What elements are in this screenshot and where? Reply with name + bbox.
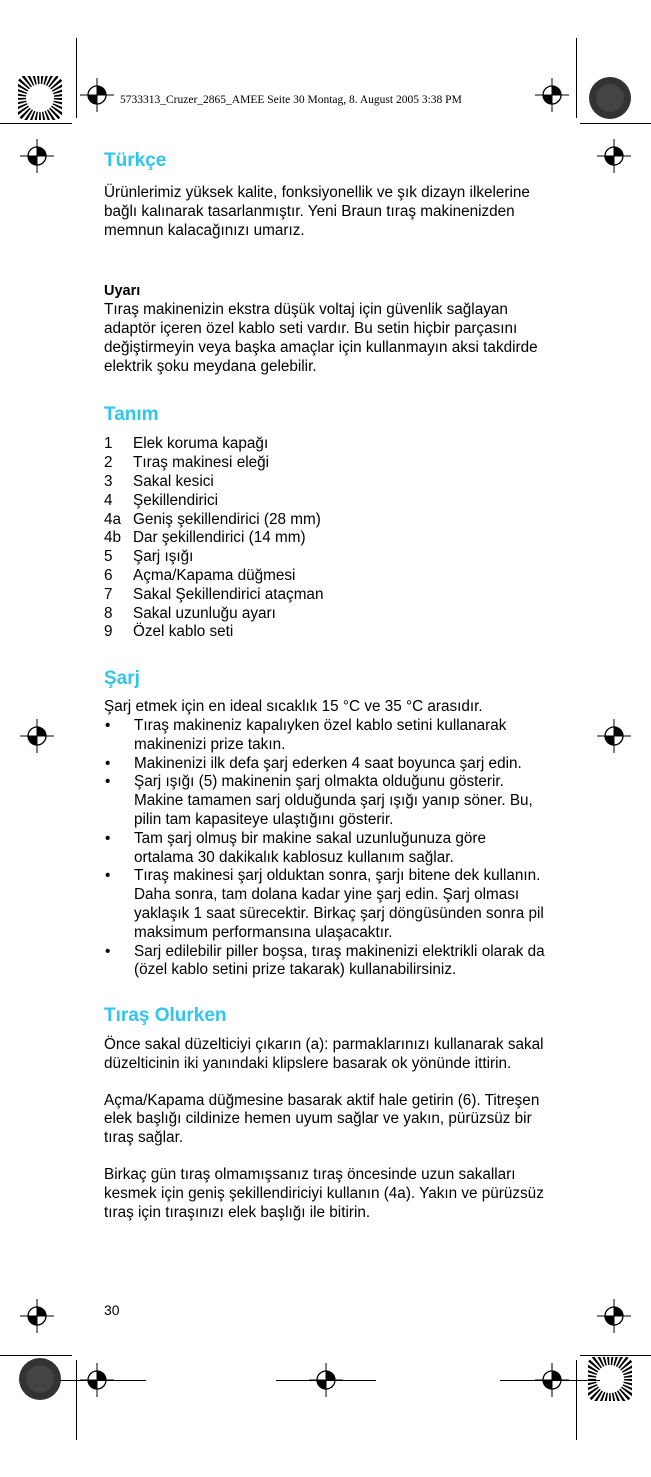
page-number: 30: [104, 1302, 120, 1318]
print-slug: 5733313_Cruzer_2865_AMEE Seite 30 Montag, 8. August 2005 3:38 PM: [120, 94, 462, 106]
list-item: 6 Açma/Kapama düğmesi: [104, 566, 296, 584]
trim-line: [0, 1355, 72, 1356]
section-title-charging: Şarj: [104, 668, 140, 690]
shaving-paragraph: Birkaç gün tıraş olmamışsanız tıraş öncesinde uzun sakalları kesmek için geniş şekillendiriciyi kullanın (4a). Yakın ve pürüzsüz tıraş için tıraşınızı elek başlığı ile bitirin.: [104, 1166, 544, 1221]
trim-line: [580, 1355, 651, 1356]
page-content: [104, 150, 548, 1222]
list-item: • Tam şarj olmuş bir makine sakal uzunluğunuza göre ortalama 30 dakikalık kablosuz kullanım sağlar.: [105, 829, 486, 866]
warning-title: Uyarı: [104, 283, 141, 300]
trim-line: [0, 123, 72, 124]
registration-mark-icon: [20, 139, 54, 173]
list-item: 4 Şekillendirici: [104, 491, 219, 509]
shaving-paragraph: Açma/Kapama düğmesine basarak aktif hale getirin (6). Titreşen elek başlığı cildinize hemen uyum sağlar ve yakın, pürüzsüz bir tıraş sağlar.: [104, 1091, 540, 1147]
starburst-mark-icon: [18, 76, 62, 120]
trim-line: [576, 38, 577, 118]
registration-mark-icon: [597, 719, 631, 753]
charging-list: [104, 717, 548, 980]
shaving-paragraph: Önce sakal düzelticiyi çıkarın (a): parmaklarınızı kullanarak sakal düzelticinin iki yanındaki klipslere basarak ok yönünde ittirin.: [104, 1036, 544, 1072]
registration-mark-icon: [597, 1299, 631, 1333]
list-item: • Tıraş makinesi şarj olduktan sonra, şarjı bitene dek kullanın. Daha sonra, tam dolana kadar yine şarj edin. Şarj olması yaklaşık 1 saat sürecektir. Birkaç şarj döngüsünden sonra pil maksimum performansına ulaşacaktır.: [105, 867, 544, 941]
list-item: 1 Elek koruma kapağı: [104, 435, 269, 453]
registration-mark-icon: [20, 1299, 54, 1333]
warning-paragraph: Tıraş makinenizin ekstra düşük voltaj için güvenlik sağlayan adaptör içeren özel kablo seti vardır. Bu setin hiçbir parçasını değiştirmeyin veya başka amaçlar için kullanmayın aksi takdirde elektrik şoku meydana gelebilir.: [104, 301, 538, 375]
list-item: • Şarj ışığı (5) makinenin şarj olmakta olduğunu gösterir. Makine tamamen sarj olduğunda şarj ışığı yanıp söner. Bu, pilin tam kapasiteye ulaştığını gösterir.: [105, 773, 533, 828]
trim-line: [76, 1360, 77, 1440]
trim-line: [500, 1380, 600, 1381]
starburst-mark-icon: [588, 1357, 632, 1401]
list-item: 3 Sakal kesici: [104, 472, 214, 490]
trim-line: [576, 1360, 577, 1440]
trim-line: [76, 38, 77, 118]
trim-line: [580, 123, 651, 124]
trim-line: [276, 1380, 376, 1381]
list-item: 4b Dar şekillendirici (14 mm): [104, 529, 306, 547]
language-title: Türkçe: [104, 150, 167, 171]
list-item: 5 Şarj ışığı: [104, 548, 194, 566]
parts-list: [104, 435, 548, 642]
halftone-circle-icon: [588, 76, 632, 120]
list-item: • Sarj edilebilir piller boşsa, tıraş makinenizi elektrikli olarak da (özel kablo setini prize takarak) kullanabilirsiniz.: [105, 942, 545, 979]
list-item: • Tıraş makineniz kapalıyken özel kablo setini kullanarak makinenizi prize takın.: [105, 716, 507, 753]
list-item: • Makinenizi ilk defa şarj ederken 4 saat boyunca şarj edin.: [105, 754, 522, 772]
registration-mark-icon: [20, 719, 54, 753]
section-title-description: Tanım: [104, 404, 159, 426]
list-item: 9 Özel kablo seti: [104, 623, 234, 641]
list-item: 8 Sakal uzunluğu ayarı: [104, 604, 276, 622]
intro-paragraph: Ürünlerimiz yüksek kalite, fonksiyonellik ve şık dizayn ilkelerine bağlı kalınarak tasarlanmıştır. Yeni Braun tıraş makinenizden memnun kalacağınızı umarız.: [104, 184, 530, 239]
list-item: 2 Tıraş makinesi eleği: [104, 454, 270, 472]
halftone-circle-icon: [18, 1357, 62, 1401]
charging-intro: Şarj etmek için en ideal sıcaklık 15 °C ve 35 °C arasıdır.: [104, 698, 483, 716]
section-title-shaving: Tıraş Olurken: [104, 1005, 227, 1027]
list-item: 4a Geniş şekillendirici (28 mm): [104, 510, 321, 528]
registration-mark-icon: [80, 78, 114, 112]
list-item: 7 Sakal Şekillendirici ataçman: [104, 585, 324, 603]
registration-mark-icon: [597, 139, 631, 173]
